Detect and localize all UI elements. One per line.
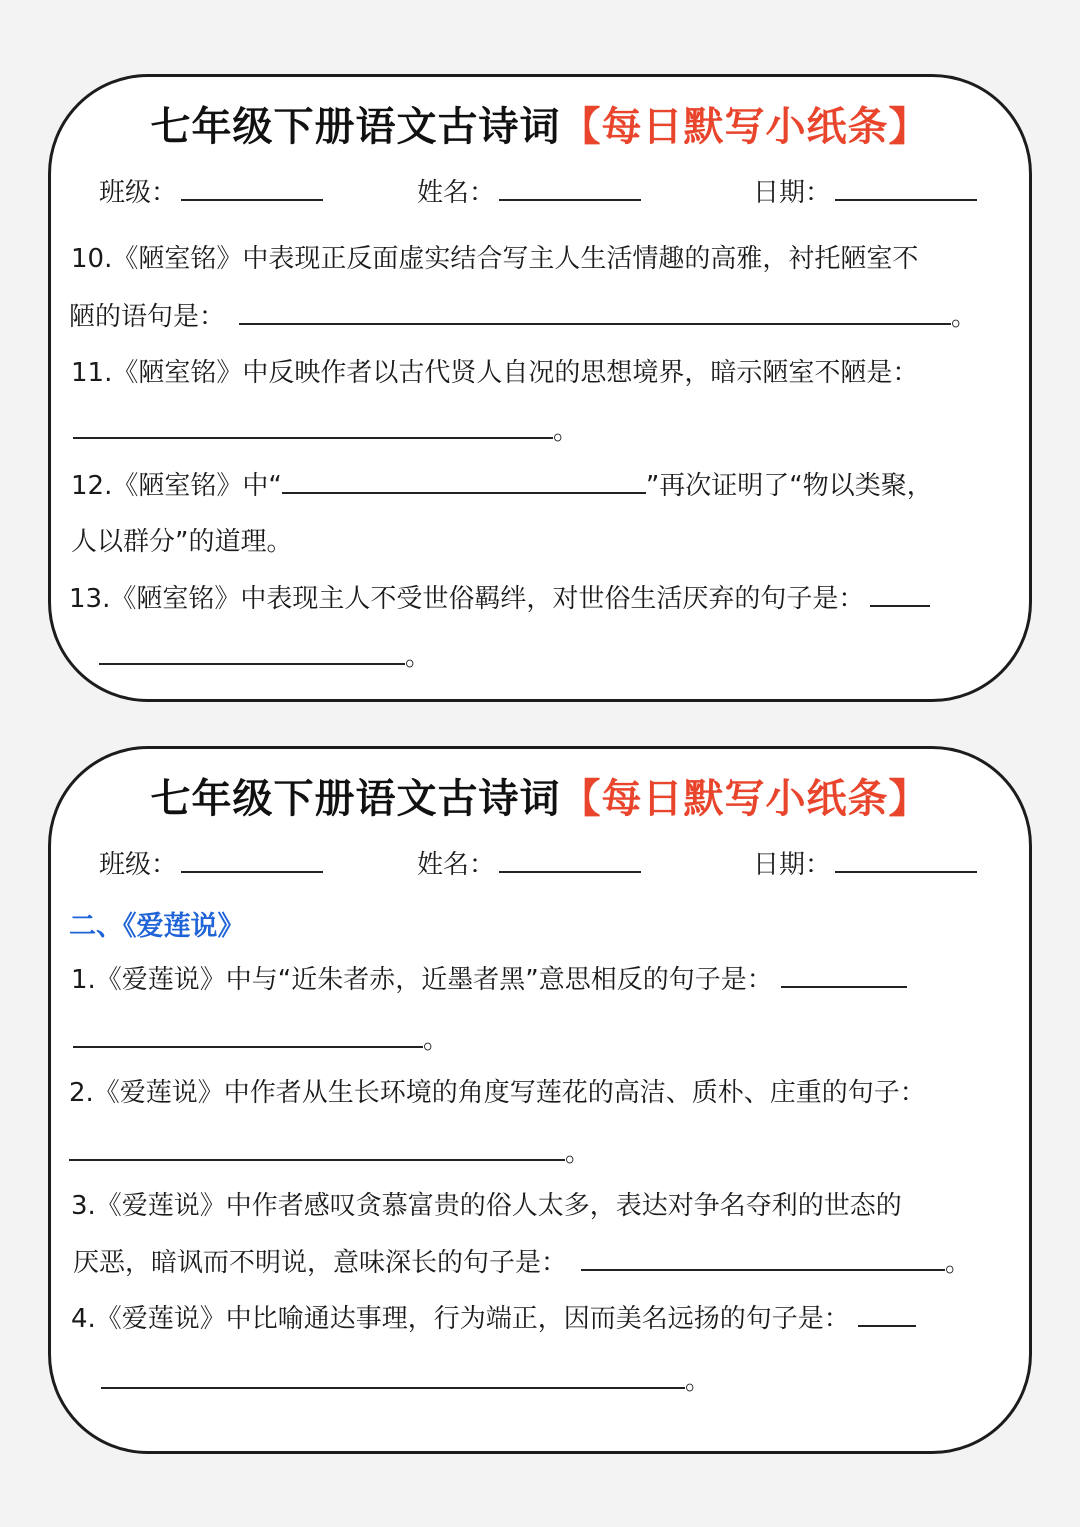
answer-blank-2[interactable] xyxy=(69,1133,565,1161)
name-blank[interactable] xyxy=(499,175,641,201)
question-4-line-2 xyxy=(101,1361,711,1401)
class-field xyxy=(99,844,323,881)
class-field xyxy=(99,172,323,209)
answer-blank-10[interactable] xyxy=(239,297,951,325)
question-12-line-2: 人以群分”的道理。 xyxy=(71,527,293,557)
title-main: 七年级下册语文古诗词 xyxy=(150,104,561,150)
date-field xyxy=(753,844,977,881)
class-blank[interactable] xyxy=(181,175,323,201)
worksheet-card-2 xyxy=(48,746,1032,1454)
date-blank[interactable] xyxy=(835,175,977,201)
student-info-row xyxy=(51,172,1029,212)
end-mark: 。 xyxy=(553,416,580,446)
question-4-text: 4.《爱莲说》中比喻通达事理，行为端正，因而美名远扬的句子是： xyxy=(71,1304,850,1334)
question-2-line-2 xyxy=(69,1133,591,1173)
answer-blank-13a[interactable] xyxy=(870,579,930,607)
question-10-line-1: 10.《陋室铭》中表现正反面虚实结合写主人生活情趣的高雅，衬托陋室不 xyxy=(71,244,919,274)
answer-blank-4a[interactable] xyxy=(858,1299,916,1327)
answer-blank-3[interactable] xyxy=(581,1243,945,1271)
end-mark: 。 xyxy=(423,1025,450,1055)
answer-blank-1a[interactable] xyxy=(781,960,907,988)
question-3-line-1: 3.《爱莲说》中作者感叹贪慕富贵的俗人太多，表达对争名夺利的世态的 xyxy=(71,1191,902,1221)
question-13-line-2 xyxy=(99,637,431,677)
name-label: 姓名： xyxy=(417,850,496,880)
class-label: 班级： xyxy=(99,178,178,208)
end-mark: 。 xyxy=(685,1366,712,1396)
question-4-line-1 xyxy=(71,1299,916,1339)
question-13-line-1 xyxy=(69,579,930,619)
question-3-text: 厌恶，暗讽而不明说，意味深长的句子是： xyxy=(73,1248,568,1278)
date-label: 日期： xyxy=(753,850,832,880)
class-blank[interactable] xyxy=(181,847,323,873)
worksheet-title xyxy=(51,95,1029,152)
answer-blank-13b[interactable] xyxy=(99,637,405,665)
title-tag: 【每日默写小纸条】 xyxy=(560,776,930,822)
question-12-prefix: 12.《陋室铭》中“ xyxy=(71,471,282,501)
answer-blank-1b[interactable] xyxy=(73,1020,423,1048)
answer-blank-12[interactable] xyxy=(282,466,646,494)
end-mark: 。 xyxy=(565,1138,592,1168)
section-heading: 二、《爱莲说》 xyxy=(69,911,245,942)
question-1-text: 1.《爱莲说》中与“近朱者赤，近墨者黑”意思相反的句子是： xyxy=(71,965,773,995)
title-main: 七年级下册语文古诗词 xyxy=(150,776,561,822)
title-tag: 【每日默写小纸条】 xyxy=(560,104,930,150)
date-label: 日期： xyxy=(753,178,832,208)
name-label: 姓名： xyxy=(417,178,496,208)
end-mark: 。 xyxy=(945,1248,972,1278)
name-field xyxy=(417,172,641,209)
worksheet-title xyxy=(51,767,1029,824)
answer-blank-4b[interactable] xyxy=(101,1361,685,1389)
end-mark: 。 xyxy=(405,642,432,672)
question-11-line-1: 11.《陋室铭》中反映作者以古代贤人自况的思想境界，暗示陋室不陋是： xyxy=(71,358,919,388)
question-12-suffix: ”再次证明了“物以类聚， xyxy=(645,471,933,501)
class-label: 班级： xyxy=(99,850,178,880)
question-2-line-1: 2.《爱莲说》中作者从生长环境的角度写莲花的高洁、质朴、庄重的句子： xyxy=(69,1078,926,1108)
answer-blank-11[interactable] xyxy=(73,411,553,439)
question-3-line-2 xyxy=(73,1243,971,1283)
question-10-line-2 xyxy=(69,297,977,337)
question-1-line-2 xyxy=(73,1020,449,1060)
name-field xyxy=(417,844,641,881)
student-info-row xyxy=(51,844,1029,884)
question-10-text: 陋的语句是： xyxy=(69,302,226,332)
date-field xyxy=(753,172,977,209)
worksheet-card-1 xyxy=(48,74,1032,702)
date-blank[interactable] xyxy=(835,847,977,873)
end-mark: 。 xyxy=(951,302,978,332)
question-11-line-2 xyxy=(73,411,579,451)
name-blank[interactable] xyxy=(499,847,641,873)
question-13-text: 13.《陋室铭》中表现主人不受世俗羁绊，对世俗生活厌弃的句子是： xyxy=(69,584,865,614)
question-1-line-1 xyxy=(71,960,907,1000)
question-12-line-1 xyxy=(71,466,933,506)
